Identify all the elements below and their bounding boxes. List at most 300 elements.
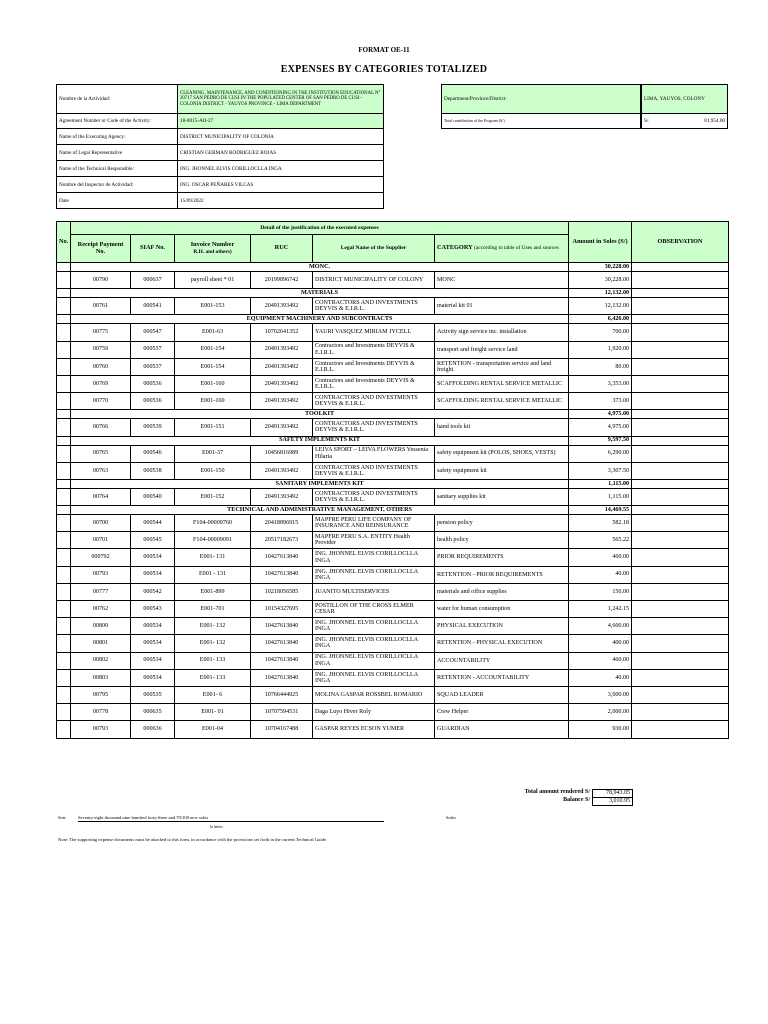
observation-cell (632, 324, 729, 341)
amount-cell: 30,228.00 (569, 272, 632, 289)
amount-cell: 4,975.00 (569, 419, 632, 436)
observation-cell (632, 601, 729, 618)
amount-cell: 12,132.00 (569, 298, 632, 315)
siaf-cell: 000534 (131, 618, 175, 635)
ruc-cell: 20517182673 (251, 532, 313, 549)
ruc-cell: 20491393492 (251, 375, 313, 392)
section-label: TECHNICAL AND ADMINISTRATIVE MANAGEMENT, OTHERS (71, 506, 569, 515)
footer-note: Note: The supporting expense documents must be attached to this form, in accordance with the provisions set forth in the current Technical Guide. (58, 837, 328, 842)
category-cell: PRIOR REQUIREMENTS (435, 549, 569, 566)
siaf-cell: 000537 (131, 341, 175, 358)
contrib-value-cell (642, 114, 728, 129)
observation-cell (632, 704, 729, 721)
amount-cell: 40.00 (569, 566, 632, 583)
supplier-cell: Contractors and Investments DEYVIS & E.I.R.L. (313, 358, 435, 375)
siaf-cell: 000546 (131, 445, 175, 462)
ruc-cell: 10427613840 (251, 669, 313, 686)
expense-row (57, 375, 729, 392)
section-no-cell (57, 506, 71, 515)
ruc-cell: 10154327695 (251, 601, 313, 618)
col-category-note: (according to table of Uses and sources (474, 245, 559, 252)
amount-cell: 930.00 (569, 721, 632, 738)
receipt-cell: 00761 (71, 298, 131, 315)
invoice-cell: F104-00009091 (175, 532, 251, 549)
row-no-cell (57, 358, 71, 375)
receipt-cell: 00700 (71, 515, 131, 532)
receipt-cell: 00701 (71, 532, 131, 549)
observation-cell (632, 462, 729, 479)
invoice-cell: E001- 6 (175, 686, 251, 703)
supplier-cell: MAPFRE PERU S.A. ENTITY Health Provider (313, 532, 435, 549)
section-label: MONC. (71, 263, 569, 272)
category-cell: RETENTION - transportation service and land freight (435, 358, 569, 375)
agreement-value: 18-0015-AII-27 (178, 114, 384, 129)
section-total: 4,975.00 (569, 410, 632, 419)
receipt-cell: 00769 (71, 375, 131, 392)
ruc-cell: 20491393492 (251, 488, 313, 505)
ruc-cell: 10456816989 (251, 445, 313, 462)
activity-value: CLEANING, MAINTENANCE, AND CONDITIONING IN THE INSTITUTION EDUCATIONAL N° 20717 SAN PEDRO DE CUSI IN THE POPULATED CENTER OF SAN PEDRO DE CUSI - COLONIA DISTRICT - YAUYOS PROVINCE - LIMA DEPARTMENT (178, 85, 384, 114)
amount-cell: 2,000.00 (569, 704, 632, 721)
section-total: 6,426.00 (569, 315, 632, 324)
invoice-cell: E001- 133 (175, 652, 251, 669)
receipt-cell: 00802 (71, 652, 131, 669)
invoice-cell: E001-37 (175, 445, 251, 462)
invoice-cell: E001-154 (175, 341, 251, 358)
dept-value: LIMA, YAUYOS, COLONY (642, 85, 728, 114)
receipt-cell: 00778 (71, 704, 131, 721)
ruc-cell: 10427613840 (251, 652, 313, 669)
amount-cell: 150.00 (569, 583, 632, 600)
balance-value: 3,010.95 (592, 797, 633, 806)
section-observation-cell (632, 410, 729, 419)
receipt-cell: 00777 (71, 583, 131, 600)
siaf-cell: 000540 (131, 488, 175, 505)
amount-cell: 3,000.00 (569, 686, 632, 703)
amount-cell: 3,353.00 (569, 375, 632, 392)
ruc-cell: 10702641352 (251, 324, 313, 341)
balance-label: Balance S/ (563, 797, 590, 803)
invoice-cell: E001-63 (175, 324, 251, 341)
amount-cell: 582.18 (569, 515, 632, 532)
category-cell: SCAFFOLDING RENTAL SERVICE METALLIC (435, 393, 569, 410)
supplier-cell: CONTRACTORS AND INVESTMENTS DEYVIS & E.I.R.L. (313, 298, 435, 315)
section-no-cell (57, 436, 71, 445)
section-observation-cell (632, 263, 729, 272)
in-letters: In letters (210, 825, 223, 829)
category-cell: safety equipment kit (POLOS, SHOES, VESTS) (435, 445, 569, 462)
section-observation-cell (632, 436, 729, 445)
supplier-cell: MAPFRE PERU LIFE COMPANY OF INSURANCE AND REINSURANCE (313, 515, 435, 532)
invoice-cell: E001-899 (175, 583, 251, 600)
observation-cell (632, 375, 729, 392)
expense-row (57, 601, 729, 618)
supplier-cell: JUANITO MULTISERVICES (313, 583, 435, 600)
receipt-cell: 00803 (71, 669, 131, 686)
siaf-cell: 000534 (131, 652, 175, 669)
row-no-cell (57, 669, 71, 686)
ruc-cell: 10218056585 (251, 583, 313, 600)
amount-cell: 3,307.50 (569, 462, 632, 479)
col-amount: Amount in Soles (S/) (569, 222, 632, 263)
amount-cell: 80.00 (569, 358, 632, 375)
invoice-cell: E001-152 (175, 488, 251, 505)
inspector-value: ING. OSCAR PEÑARES VILCAS (178, 177, 384, 193)
row-no-cell (57, 515, 71, 532)
receipt-cell: 00801 (71, 635, 131, 652)
contrib-value: 81,954.00 (704, 118, 725, 124)
agency-label: Name of the Executing Agency: (57, 129, 178, 145)
siaf-cell: 000534 (131, 549, 175, 566)
technical-label: Name of the Technical Responsible: (57, 161, 178, 177)
invoice-cell: E001 - 131 (175, 566, 251, 583)
observation-cell (632, 341, 729, 358)
row-no-cell (57, 618, 71, 635)
category-cell: pension policy (435, 515, 569, 532)
invoice-cell: E001- 01 (175, 704, 251, 721)
section-total: 12,132.00 (569, 289, 632, 298)
son-value: Seventy-eight thousand nine hundred forty-three and 70/100 new soles (78, 815, 384, 822)
date-value: 15/09/2022 (178, 193, 384, 209)
siaf-cell: 000534 (131, 669, 175, 686)
category-cell: SQUAD LEADER (435, 686, 569, 703)
row-no-cell (57, 445, 71, 462)
section-observation-cell (632, 315, 729, 324)
category-cell: Activity sign service inc. installation (435, 324, 569, 341)
receipt-cell: 000792 (71, 549, 131, 566)
observation-cell (632, 272, 729, 289)
ruc-cell: 20491393492 (251, 419, 313, 436)
invoice-cell: E001-154 (175, 358, 251, 375)
total-rendered-value: 78,943.05 (592, 789, 633, 798)
siaf-cell: 000543 (131, 601, 175, 618)
category-cell: safety equipment kit (435, 462, 569, 479)
invoice-cell: E001- 132 (175, 618, 251, 635)
expense-row (57, 721, 729, 738)
supplier-cell: CONTRACTORS AND INVESTMENTS DEYVIS & E.I.R.L. (313, 393, 435, 410)
dept-table (441, 84, 641, 129)
supplier-cell: CONTRACTORS AND INVESTMENTS DEYVIS & E.I.R.L. (313, 419, 435, 436)
ruc-cell: 10707594531 (251, 704, 313, 721)
ruc-cell: 10427613840 (251, 618, 313, 635)
category-cell: ACCOUNTABILITY (435, 652, 569, 669)
supplier-cell: YAURI VASQUEZ MIRIAM JYCELL (313, 324, 435, 341)
section-no-cell (57, 263, 71, 272)
row-no-cell (57, 462, 71, 479)
observation-cell (632, 721, 729, 738)
expense-row (57, 324, 729, 341)
son-label: Son: (58, 815, 67, 820)
supplier-cell: CONTRACTORS AND INVESTMENTS DEYVIS & E.I.R.L. (313, 462, 435, 479)
category-cell: health policy (435, 532, 569, 549)
activity-label: Nombre de la Actividad: (57, 85, 178, 114)
invoice-cell: E001-04 (175, 721, 251, 738)
row-no-cell (57, 324, 71, 341)
receipt-cell: 00793 (71, 721, 131, 738)
siaf-cell: 000536 (131, 375, 175, 392)
row-no-cell (57, 419, 71, 436)
category-cell: Crew Helper (435, 704, 569, 721)
invoice-cell: F104-00009760 (175, 515, 251, 532)
siaf-cell: 000537 (131, 358, 175, 375)
observation-cell (632, 488, 729, 505)
info-table (56, 84, 384, 209)
observation-cell (632, 669, 729, 686)
amount-cell: 1,242.15 (569, 601, 632, 618)
amount-cell: 460.00 (569, 549, 632, 566)
expense-row (57, 669, 729, 686)
page-title: EXPENSES BY CATEGORIES TOTALIZED (280, 64, 488, 75)
contrib-currency: S/. (644, 118, 650, 124)
expense-row (57, 566, 729, 583)
invoice-cell: E001- 132 (175, 635, 251, 652)
section-total: 9,597.50 (569, 436, 632, 445)
amount-cell: 1,115.00 (569, 488, 632, 505)
col-receipt: Receipt Payment No. (71, 235, 131, 263)
siaf-cell: 000538 (131, 462, 175, 479)
supplier-cell: LEIVA SPORT – LEIVA FLOWERS Yessenia Hilaria (313, 445, 435, 462)
ruc-cell: 20491393492 (251, 358, 313, 375)
section-observation-cell (632, 479, 729, 488)
siaf-cell: 000541 (131, 298, 175, 315)
row-no-cell (57, 488, 71, 505)
expense-row (57, 532, 729, 549)
amount-cell: 460.00 (569, 652, 632, 669)
section-label: SAFETY IMPLEMENTS KIT (71, 436, 569, 445)
invoice-cell: E001-160 (175, 375, 251, 392)
row-no-cell (57, 601, 71, 618)
col-category (435, 235, 569, 263)
category-cell: GUARDIAN (435, 721, 569, 738)
col-siaf: SIAF No. (131, 235, 175, 263)
invoice-cell: E001-153 (175, 298, 251, 315)
observation-cell (632, 652, 729, 669)
contrib-label: Total contribution of the Program (S/) (442, 114, 641, 129)
receipt-cell: 00775 (71, 324, 131, 341)
observation-cell (632, 686, 729, 703)
agreement-label: Agreement Number or Code of the Activity: (57, 114, 178, 129)
category-cell: PHYSICAL EXECUTION (435, 618, 569, 635)
observation-cell (632, 358, 729, 375)
supplier-cell: ING. JHONNEL ELVIS CORILLOCLLA INGA (313, 669, 435, 686)
expense-row (57, 298, 729, 315)
col-invoice (175, 235, 251, 263)
invoice-cell: E001-150 (175, 462, 251, 479)
expense-row (57, 704, 729, 721)
section-total: 30,228.00 (569, 263, 632, 272)
category-cell: RETENTION - PHYSICAL EXECUTION (435, 635, 569, 652)
expense-row (57, 618, 729, 635)
siaf-cell: 000539 (131, 419, 175, 436)
col-observation: OBSERVATION (632, 222, 729, 263)
invoice-cell: E001- 133 (175, 669, 251, 686)
receipt-cell: 00790 (71, 272, 131, 289)
expense-row (57, 419, 729, 436)
observation-cell (632, 393, 729, 410)
expense-row (57, 488, 729, 505)
siaf-cell: 000544 (131, 515, 175, 532)
receipt-cell: 00793 (71, 566, 131, 583)
ruc-cell: 20491393492 (251, 298, 313, 315)
total-rendered-label: Total amount rendered S/ (524, 789, 590, 795)
expense-row (57, 583, 729, 600)
category-cell: hand tools kit (435, 419, 569, 436)
section-row (57, 479, 729, 488)
section-row (57, 289, 729, 298)
dept-value-table (641, 84, 728, 129)
technical-value: ING. JHONNEL ELVIS CORILLOCLLA INGA (178, 161, 384, 177)
section-label: MATERIALS (71, 289, 569, 298)
siaf-cell: 000536 (131, 393, 175, 410)
row-no-cell (57, 298, 71, 315)
ruc-cell: 20491393492 (251, 393, 313, 410)
siaf-cell: 000547 (131, 324, 175, 341)
invoice-cell: E001-701 (175, 601, 251, 618)
section-row (57, 263, 729, 272)
ruc-cell: 10704167488 (251, 721, 313, 738)
amount-cell: 400.00 (569, 635, 632, 652)
row-no-cell (57, 393, 71, 410)
amount-cell: 40.00 (569, 669, 632, 686)
row-no-cell (57, 686, 71, 703)
receipt-cell: 00795 (71, 686, 131, 703)
amount-cell: 6,290.00 (569, 445, 632, 462)
section-total: 14,469.55 (569, 506, 632, 515)
category-cell: materials and office supplies (435, 583, 569, 600)
dept-label: Department/Province/District: (442, 85, 641, 114)
amount-cell: 700.00 (569, 324, 632, 341)
siaf-cell: 000534 (131, 566, 175, 583)
supplier-cell: ING. JHONNEL ELVIS CORILLOCLLA INGA (313, 618, 435, 635)
section-observation-cell (632, 506, 729, 515)
receipt-cell: 00800 (71, 618, 131, 635)
observation-cell (632, 583, 729, 600)
supplier-cell: ING. JHONNEL ELVIS CORILLOCLLA INGA (313, 635, 435, 652)
row-no-cell (57, 549, 71, 566)
observation-cell (632, 566, 729, 583)
row-no-cell (57, 635, 71, 652)
category-cell: transport and freight service land (435, 341, 569, 358)
section-no-cell (57, 479, 71, 488)
ruc-cell: 20418896915 (251, 515, 313, 532)
section-total: 1,115.00 (569, 479, 632, 488)
expense-row (57, 393, 729, 410)
expense-row (57, 686, 729, 703)
supplier-cell: CONTRACTORS AND INVESTMENTS DEYVIS & E.I.R.L. (313, 488, 435, 505)
category-cell: water for human consumption (435, 601, 569, 618)
section-row (57, 436, 729, 445)
section-row (57, 315, 729, 324)
category-cell: SCAFFOLDING RENTAL SERVICE METALLIC (435, 375, 569, 392)
invoice-cell: payroll sheet * 01 (175, 272, 251, 289)
inspector-label: Nombre del Inspector de Actividad: (57, 177, 178, 193)
supplier-cell: ING. JHONNEL ELVIS CORILLOCLLA INGA (313, 566, 435, 583)
expense-row (57, 462, 729, 479)
col-category-title: CATEGORY (437, 244, 473, 252)
section-label: EQUIPMENT MACHINERY AND SUBCONTRACTS (71, 315, 569, 324)
row-no-cell (57, 704, 71, 721)
row-no-cell (57, 583, 71, 600)
supplier-cell: ING. JHONNEL ELVIS CORILLOCLLA INGA (313, 652, 435, 669)
supplier-cell: Contractors and Investments DEYVIS & E.I.R.L. (313, 341, 435, 358)
observation-cell (632, 635, 729, 652)
row-no-cell (57, 375, 71, 392)
legal-rep-label: Name of Legal Representative (57, 145, 178, 161)
supplier-cell: POSTILLON OF THE CROSS ELMER CESAR (313, 601, 435, 618)
expense-row (57, 515, 729, 532)
row-no-cell (57, 566, 71, 583)
supplier-cell: GASPAR REYES ECSON YUMER (313, 721, 435, 738)
expense-row (57, 445, 729, 462)
legal-rep-value: CRISTIAN GERMAN RODRIGUEZ ROJAS (178, 145, 384, 161)
amount-cell: 4,600.00 (569, 618, 632, 635)
siaf-cell: 000545 (131, 532, 175, 549)
ruc-cell: 20491393492 (251, 462, 313, 479)
ruc-cell: 10427613840 (251, 635, 313, 652)
date-label: Date (57, 193, 178, 209)
agency-value: DISTRICT MUNICIPALITY OF COLONIA (178, 129, 384, 145)
invoice-cell: E001-160 (175, 393, 251, 410)
expense-row (57, 652, 729, 669)
observation-cell (632, 549, 729, 566)
invoice-cell: E001- 131 (175, 549, 251, 566)
ruc-cell: 10766444925 (251, 686, 313, 703)
ruc-cell: 20199896742 (251, 272, 313, 289)
supplier-cell: Daga Luyo Hiver Roly (313, 704, 435, 721)
expense-row (57, 635, 729, 652)
amount-cell: 373.00 (569, 393, 632, 410)
section-row (57, 506, 729, 515)
section-no-cell (57, 289, 71, 298)
expense-row (57, 272, 729, 289)
expenses-table (56, 221, 729, 739)
section-row (57, 410, 729, 419)
supplier-cell: Contractors and Investments DEYVIS & E.I.R.L. (313, 375, 435, 392)
row-no-cell (57, 721, 71, 738)
format-code: FORMAT OE-11 (358, 46, 410, 54)
row-no-cell (57, 341, 71, 358)
ruc-cell: 20491393492 (251, 341, 313, 358)
section-label: SANITARY IMPLEMENTS KIT (71, 479, 569, 488)
expense-row (57, 549, 729, 566)
amount-cell: 565.22 (569, 532, 632, 549)
expense-row (57, 358, 729, 375)
receipt-cell: 00766 (71, 419, 131, 436)
col-supplier: Legal Name of the Supplier (313, 235, 435, 263)
receipt-cell: 00770 (71, 393, 131, 410)
receipt-cell: 00762 (71, 601, 131, 618)
col-no: No. (57, 222, 71, 263)
col-ruc: RUC (251, 235, 313, 263)
ruc-cell: 10427613840 (251, 549, 313, 566)
row-no-cell (57, 652, 71, 669)
siaf-cell: 000635 (131, 704, 175, 721)
siaf-cell: 000542 (131, 583, 175, 600)
col-invoice-title: Invoice Number (190, 241, 235, 249)
supplier-cell: DISTRICT MUNICIPALITY OF COLONY (313, 272, 435, 289)
receipt-cell: 00763 (71, 462, 131, 479)
siaf-cell: 000637 (131, 272, 175, 289)
expense-row (57, 341, 729, 358)
observation-cell (632, 298, 729, 315)
siaf-cell: 000535 (131, 686, 175, 703)
receipt-cell: 00765 (71, 445, 131, 462)
detail-header: Detail of the justification of the executed expenses (71, 222, 569, 235)
category-cell: RETENTION - PRIOR REQUIREMENTS (435, 566, 569, 583)
supplier-cell: MOLINA GASPAR ROSSBEL ROMARIO (313, 686, 435, 703)
row-no-cell (57, 272, 71, 289)
section-observation-cell (632, 289, 729, 298)
